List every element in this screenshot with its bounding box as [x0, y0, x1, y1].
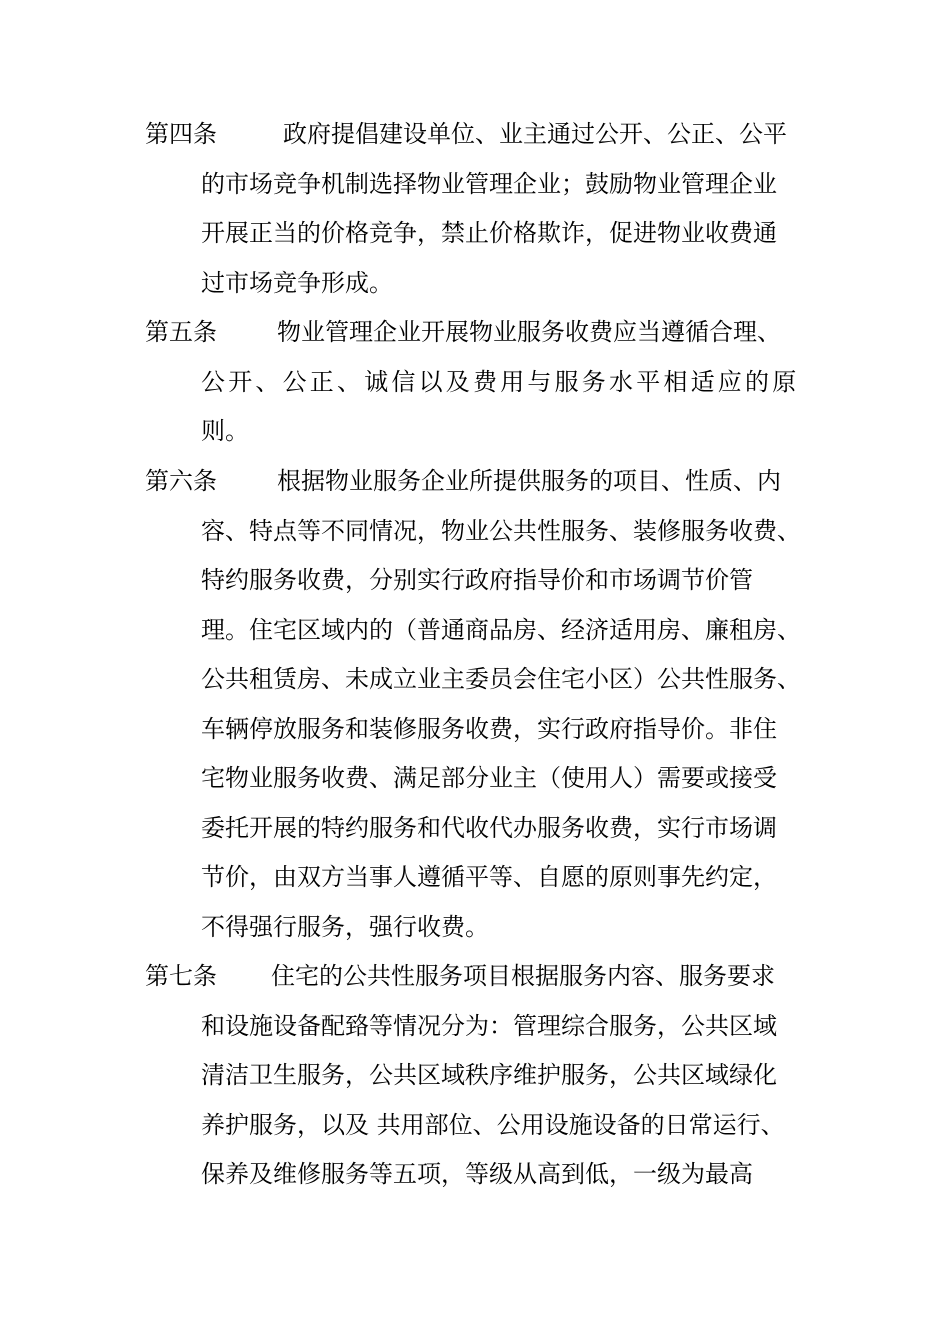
article-first-line [145, 952, 810, 1002]
article-4 [145, 110, 810, 308]
article-text-line: 根据物业服务企业所提供服务的项目、性质、内 [277, 467, 781, 495]
article-text-line: 开展正当的价格竞争，禁止价格欺诈，促进物业收费通 [201, 219, 777, 247]
article-7 [145, 952, 810, 1200]
article-text-line: 清洁卫生服务，公共区域秩序维护服务，公共区域绿化 [201, 1061, 777, 1089]
article-text-line: 车辆停放服务和装修服务收费，实行政府指导价。非住 [201, 714, 777, 743]
article-label: 第七条 [145, 962, 217, 990]
article-text-line: 理。住宅区域内的（普通商品房、经济适用房、廉租房、 [201, 615, 801, 644]
article-5 [145, 308, 810, 457]
article-label: 第四条 [145, 120, 217, 148]
article-6 [145, 457, 810, 952]
article-text-line: 宅物业服务收费、满足部分业主（使用人）需要或接受 [201, 764, 777, 792]
article-text-line: 和设施设备配臵等情况分为：管理综合服务，公共区域 [201, 1011, 777, 1040]
article-label: 第五条 [145, 318, 217, 346]
article-text-line: 政府提倡建设单位、业主通过公开、公正、公平 [283, 120, 787, 148]
article-text-line: 公共租赁房、未成立业主委员会住宅小区）公共性服务、 [201, 665, 801, 693]
article-text-line: 不得强行服务，强行收费。 [201, 912, 489, 941]
article-text-line: 则。 [201, 417, 249, 445]
article-label: 第六条 [145, 467, 217, 495]
article-text-line: 住宅的公共性服务项目根据服务内容、服务要求 [271, 962, 775, 990]
article-text-line: 容、特点等不同情况，物业公共性服务、装修服务收费、 [201, 516, 801, 545]
article-text-line: 养护服务，以及 共用部位、公用设施设备的日常运行、 [201, 1110, 785, 1139]
article-text-line: 公开、公正、诚信以及费用与服务水平相适应的原 [201, 367, 800, 396]
article-text-line: 的市场竞争机制选择物业管理企业；鼓励物业管理企业 [201, 169, 777, 198]
article-first-line [145, 110, 810, 160]
article-first-line [145, 457, 810, 507]
article-text-line: 过市场竞争形成。 [201, 268, 393, 297]
article-first-line [145, 308, 810, 358]
article-text-line: 委托开展的特约服务和代收代办服务收费，实行市场调 [201, 813, 777, 842]
article-text-line: 物业管理企业开展物业服务收费应当遵循合理、 [277, 318, 781, 346]
article-text-line: 特约服务收费，分别实行政府指导价和市场调节价管 [201, 566, 753, 594]
article-text-line: 保养及维修服务等五项，等级从高到低，一级为最高 [201, 1160, 753, 1188]
article-text-line: 节价，由双方当事人遵循平等、自愿的原则事先约定， [201, 863, 777, 891]
